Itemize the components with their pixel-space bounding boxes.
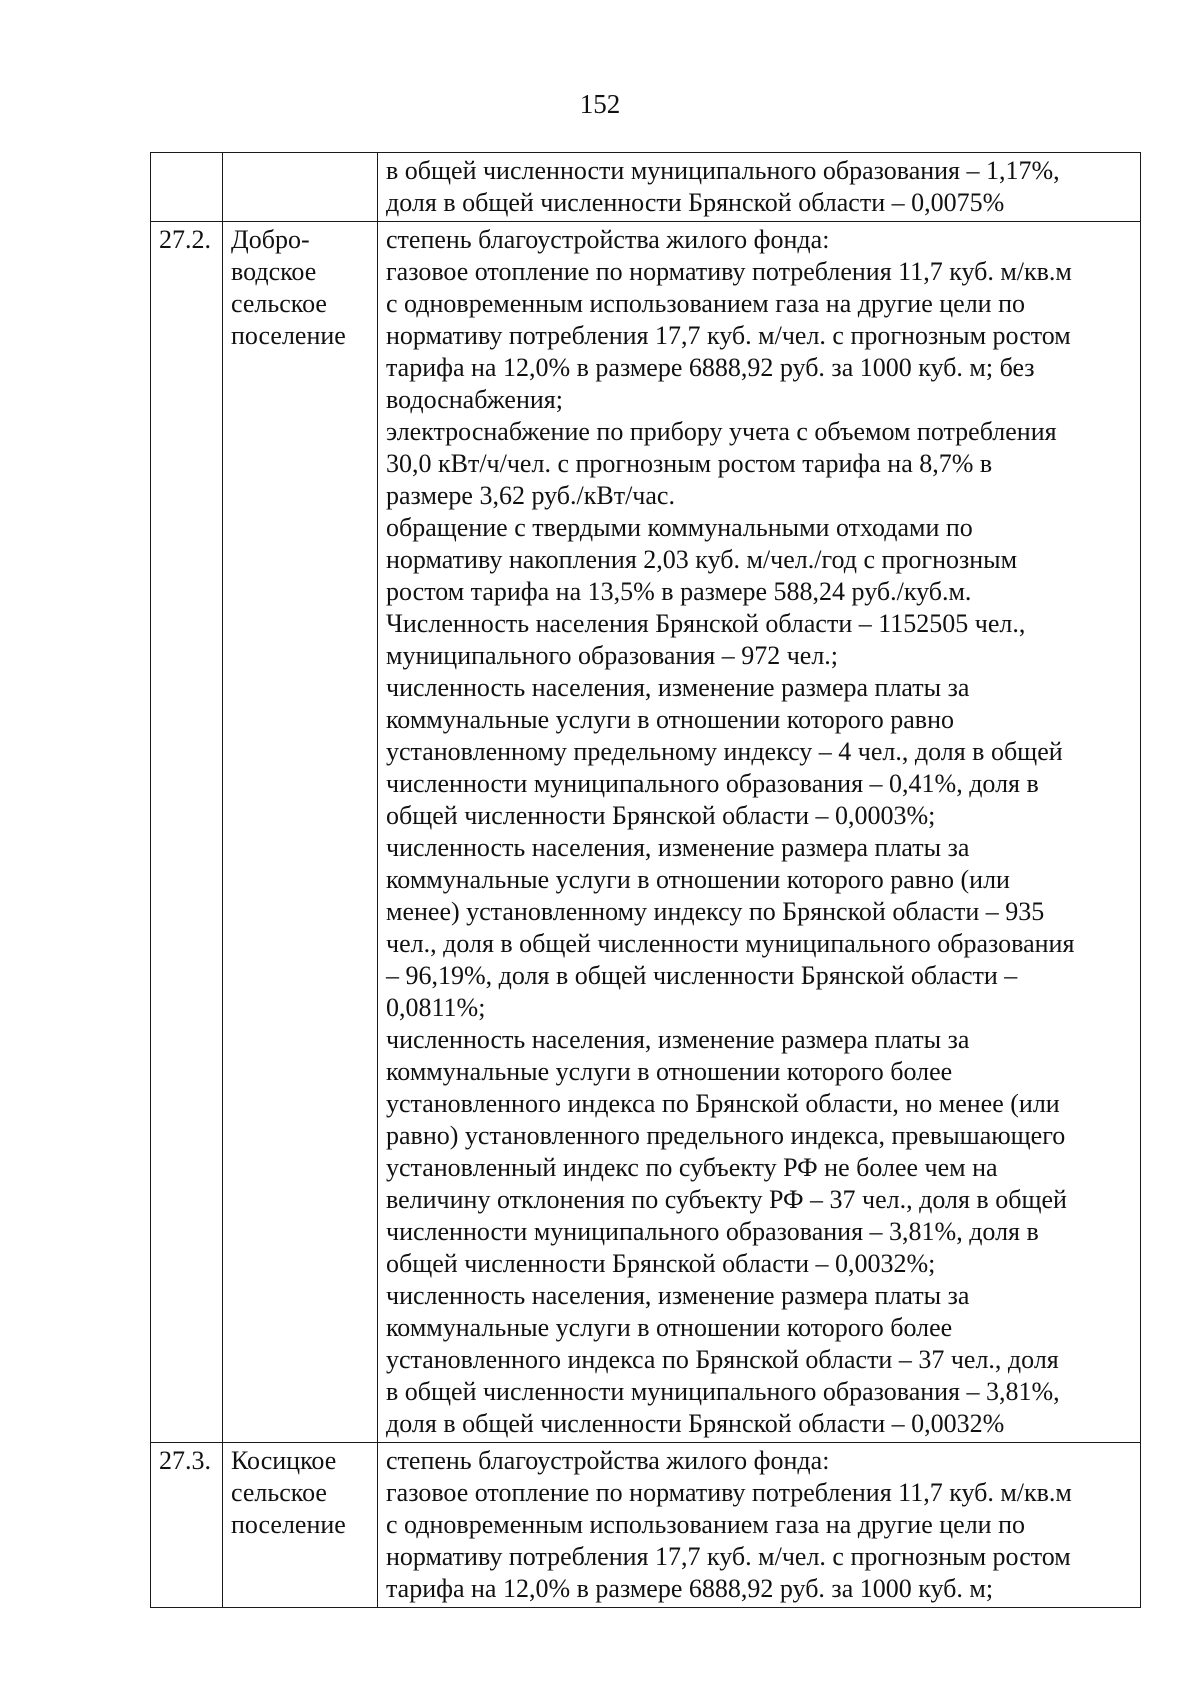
settlement-name-line: водское (231, 257, 317, 286)
table-body (151, 153, 1141, 1608)
description-line: – 96,19%, доля в общей численности Брянской области – (386, 961, 1018, 990)
row-number: 27.3. (151, 1443, 223, 1608)
description-cell (378, 1443, 1141, 1608)
settlements-table (150, 152, 1141, 1608)
settlement-name-line: Добро- (231, 225, 310, 254)
description-line: водоснабжения; (386, 385, 563, 414)
description-line: численности муниципального образования – 3,81%, доля в (386, 1217, 1039, 1246)
description-line: ростом тарифа на 13,5% в размере 588,24 руб./куб.м. (386, 577, 972, 606)
description-line: коммунальные услуги в отношении которого более (386, 1313, 953, 1342)
description-cell (378, 153, 1141, 222)
description-line: численность населения, изменение размера платы за (386, 1025, 970, 1054)
settlement-name-line: Косицкое (231, 1446, 337, 1475)
settlement-name (223, 222, 378, 1443)
table-row (151, 153, 1141, 222)
description-line: установленного индекса по Брянской области, но менее (или (386, 1089, 1060, 1118)
description-line: численности муниципального образования – 0,41%, доля в (386, 769, 1039, 798)
description-line: тарифа на 12,0% в размере 6888,92 руб. за 1000 куб. м; без (386, 353, 1035, 382)
description-line: Численность населения Брянской области – 1152505 чел., (386, 609, 1026, 638)
description-line: нормативу потребления 17,7 куб. м/чел. с прогнозным ростом (386, 321, 1071, 350)
description-line: нормативу накопления 2,03 куб. м/чел./год с прогнозным (386, 545, 1018, 574)
description-line: коммунальные услуги в отношении которого равно (386, 705, 955, 734)
description-line: установленному предельному индексу – 4 чел., доля в общей (386, 737, 1063, 766)
description-line: степень благоустройства жилого фонда: (386, 225, 830, 254)
description-line: численность населения, изменение размера платы за (386, 1281, 970, 1310)
description-line: доля в общей численности Брянской области – 0,0075% (386, 188, 1005, 217)
description-line: нормативу потребления 17,7 куб. м/чел. с прогнозным ростом (386, 1542, 1071, 1571)
settlement-name-line: сельское (231, 289, 327, 318)
settlement-name-line: поселение (231, 321, 346, 350)
description-line: коммунальные услуги в отношении которого более (386, 1057, 953, 1086)
description-line: степень благоустройства жилого фонда: (386, 1446, 830, 1475)
row-number (151, 153, 223, 222)
description-line: установленный индекс по субъекту РФ не более чем на (386, 1153, 998, 1182)
description-line: менее) установленному индексу по Брянской области – 935 (386, 897, 1045, 926)
settlement-name (223, 153, 378, 222)
settlement-name (223, 1443, 378, 1608)
row-number: 27.2. (151, 222, 223, 1443)
description-line: в общей численности муниципального образования – 3,81%, (386, 1377, 1060, 1406)
description-line: тарифа на 12,0% в размере 6888,92 руб. за 1000 куб. м; (386, 1574, 994, 1603)
description-line: с одновременным использованием газа на другие цели по (386, 289, 1025, 318)
settlement-name-line: поселение (231, 1510, 346, 1539)
description-line: равно) установленного предельного индекса, превышающего (386, 1121, 1066, 1150)
description-line: обращение с твердыми коммунальными отходами по (386, 513, 973, 542)
description-line: установленного индекса по Брянской области – 37 чел., доля (386, 1345, 1059, 1374)
description-line: газовое отопление по нормативу потребления 11,7 куб. м/кв.м (386, 257, 1072, 286)
description-line: 0,0811%; (386, 993, 486, 1022)
table-row (151, 1443, 1141, 1608)
description-line: коммунальные услуги в отношении которого равно (или (386, 865, 1010, 894)
description-line: общей численности Брянской области – 0,0003%; (386, 801, 936, 830)
description-line: доля в общей численности Брянской области – 0,0032% (386, 1409, 1005, 1438)
table-row (151, 222, 1141, 1443)
settlement-name-line: сельское (231, 1478, 327, 1507)
description-line: размере 3,62 руб./кВт/час. (386, 481, 675, 510)
description-line: электроснабжение по прибору учета с объемом потребления (386, 417, 1057, 446)
description-line: 30,0 кВт/ч/чел. с прогнозным ростом тарифа на 8,7% в (386, 449, 993, 478)
description-cell (378, 222, 1141, 1443)
description-line: с одновременным использованием газа на другие цели по (386, 1510, 1025, 1539)
description-line: величину отклонения по субъекту РФ – 37 чел., доля в общей (386, 1185, 1067, 1214)
description-line: муниципального образования – 972 чел.; (386, 641, 839, 670)
description-line: численность населения, изменение размера платы за (386, 673, 970, 702)
description-line: чел., доля в общей численности муниципального образования (386, 929, 1075, 958)
description-line: газовое отопление по нормативу потребления 11,7 куб. м/кв.м (386, 1478, 1072, 1507)
description-line: численность населения, изменение размера платы за (386, 833, 970, 862)
description-line: в общей численности муниципального образования – 1,17%, (386, 156, 1060, 185)
page-number: 152 (579, 89, 621, 119)
description-line: общей численности Брянской области – 0,0032%; (386, 1249, 936, 1278)
